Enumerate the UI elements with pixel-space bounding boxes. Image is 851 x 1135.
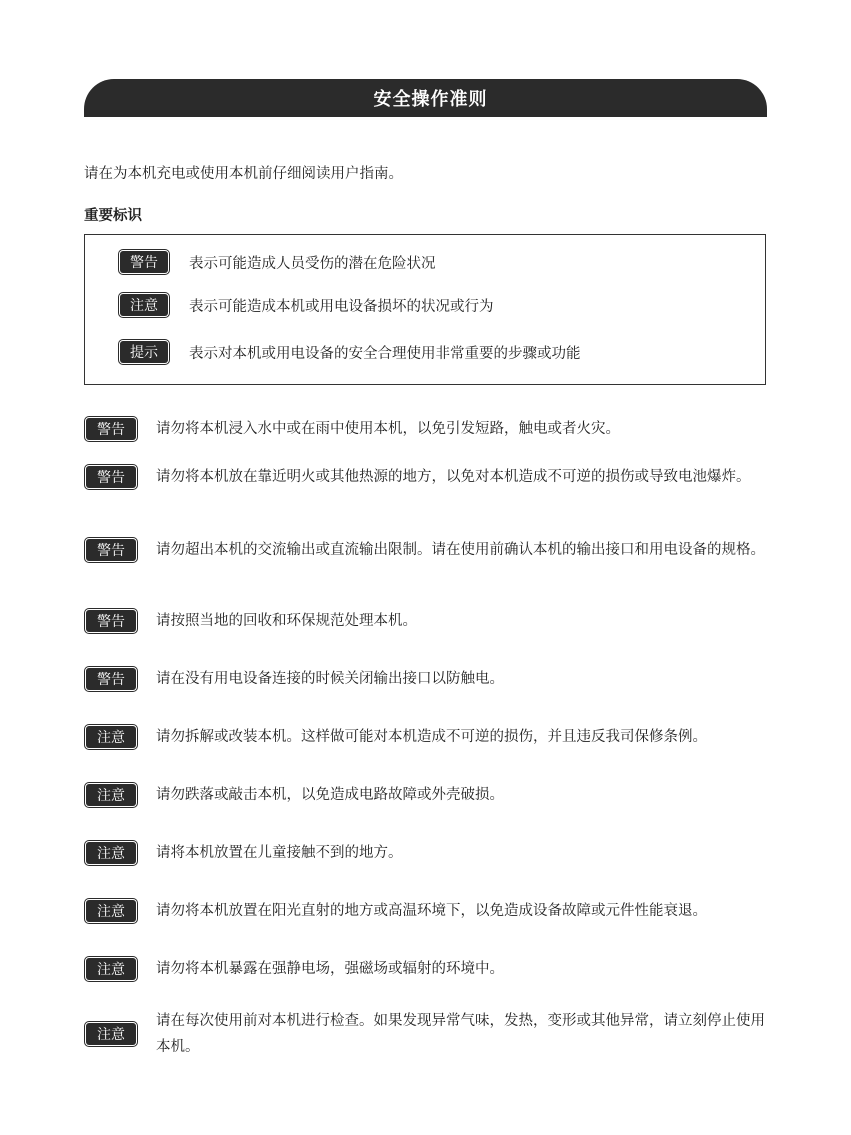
safety-item-text: 请在每次使用前对本机进行检查。如果发现异常气味，发热，变形或其他异常，请立刻停止使用本机。 xyxy=(156,1013,765,1055)
caution-badge: 注意 xyxy=(86,958,136,980)
caution-badge: 注意 xyxy=(120,294,168,316)
safety-item-text: 请勿拆解或改装本机。这样做可能对本机造成不可逆的损伤，并且违反我司保修条例。 xyxy=(156,729,707,745)
legend-heading: 重要标识 xyxy=(84,208,142,224)
safety-item-text: 请勿将本机放置在阳光直射的地方或高温环境下，以免造成设备故障或元件性能衰退。 xyxy=(156,903,707,919)
caution-badge: 注意 xyxy=(86,784,136,806)
section-header-bar xyxy=(84,79,767,117)
warning-badge: 警告 xyxy=(86,539,136,561)
caution-badge: 注意 xyxy=(86,1023,136,1045)
safety-item-text: 请在没有用电设备连接的时候关闭输出接口以防触电。 xyxy=(156,671,504,687)
legend-text: 表示可能造成本机或用电设备损坏的状况或行为 xyxy=(189,298,494,315)
safety-item xyxy=(86,666,768,692)
safety-item xyxy=(86,724,768,750)
safety-item-text: 请将本机放置在儿童接触不到的地方。 xyxy=(156,845,403,861)
caution-badge: 注意 xyxy=(86,726,136,748)
safety-item xyxy=(86,782,768,808)
safety-item-text: 请勿将本机放在靠近明火或其他热源的地方，以免对本机造成不可逆的损伤或导致电池爆炸。 xyxy=(156,469,751,485)
legend-row-caution xyxy=(120,294,494,316)
page-title: 安全操作准则 xyxy=(373,89,488,110)
safety-item xyxy=(86,608,768,634)
caution-badge: 注意 xyxy=(86,900,136,922)
legend-row-tip xyxy=(120,341,581,363)
tip-badge: 提示 xyxy=(120,341,168,363)
legend-text: 表示对本机或用电设备的安全合理使用非常重要的步骤或功能 xyxy=(189,345,581,362)
warning-badge: 警告 xyxy=(120,251,168,273)
legend-box xyxy=(84,234,766,385)
warning-badge: 警告 xyxy=(86,418,136,440)
warning-badge: 警告 xyxy=(86,610,136,632)
legend-text: 表示可能造成人员受伤的潜在危险状况 xyxy=(189,255,436,272)
safety-item xyxy=(86,1008,768,1060)
caution-badge: 注意 xyxy=(86,842,136,864)
safety-item xyxy=(86,956,768,982)
warning-badge: 警告 xyxy=(86,668,136,690)
safety-item xyxy=(86,416,768,442)
safety-item-text: 请勿将本机浸入水中或在雨中使用本机，以免引发短路，触电或者火灾。 xyxy=(156,421,620,437)
safety-item xyxy=(86,840,768,866)
safety-item-text: 请勿超出本机的交流输出或直流输出限制。请在使用前确认本机的输出接口和用电设备的规格。 xyxy=(156,542,765,558)
safety-item-text: 请按照当地的回收和环保规范处理本机。 xyxy=(156,613,417,629)
safety-item-text: 请勿将本机暴露在强静电场，强磁场或辐射的环境中。 xyxy=(156,961,504,977)
safety-item-text: 请勿跌落或敲击本机，以免造成电路故障或外壳破损。 xyxy=(156,787,504,803)
legend-row-warning xyxy=(120,251,436,273)
intro-text: 请在为本机充电或使用本机前仔细阅读用户指南。 xyxy=(84,166,403,182)
warning-badge: 警告 xyxy=(86,466,136,488)
safety-item xyxy=(86,537,768,563)
safety-item xyxy=(86,464,768,490)
safety-item xyxy=(86,898,768,924)
